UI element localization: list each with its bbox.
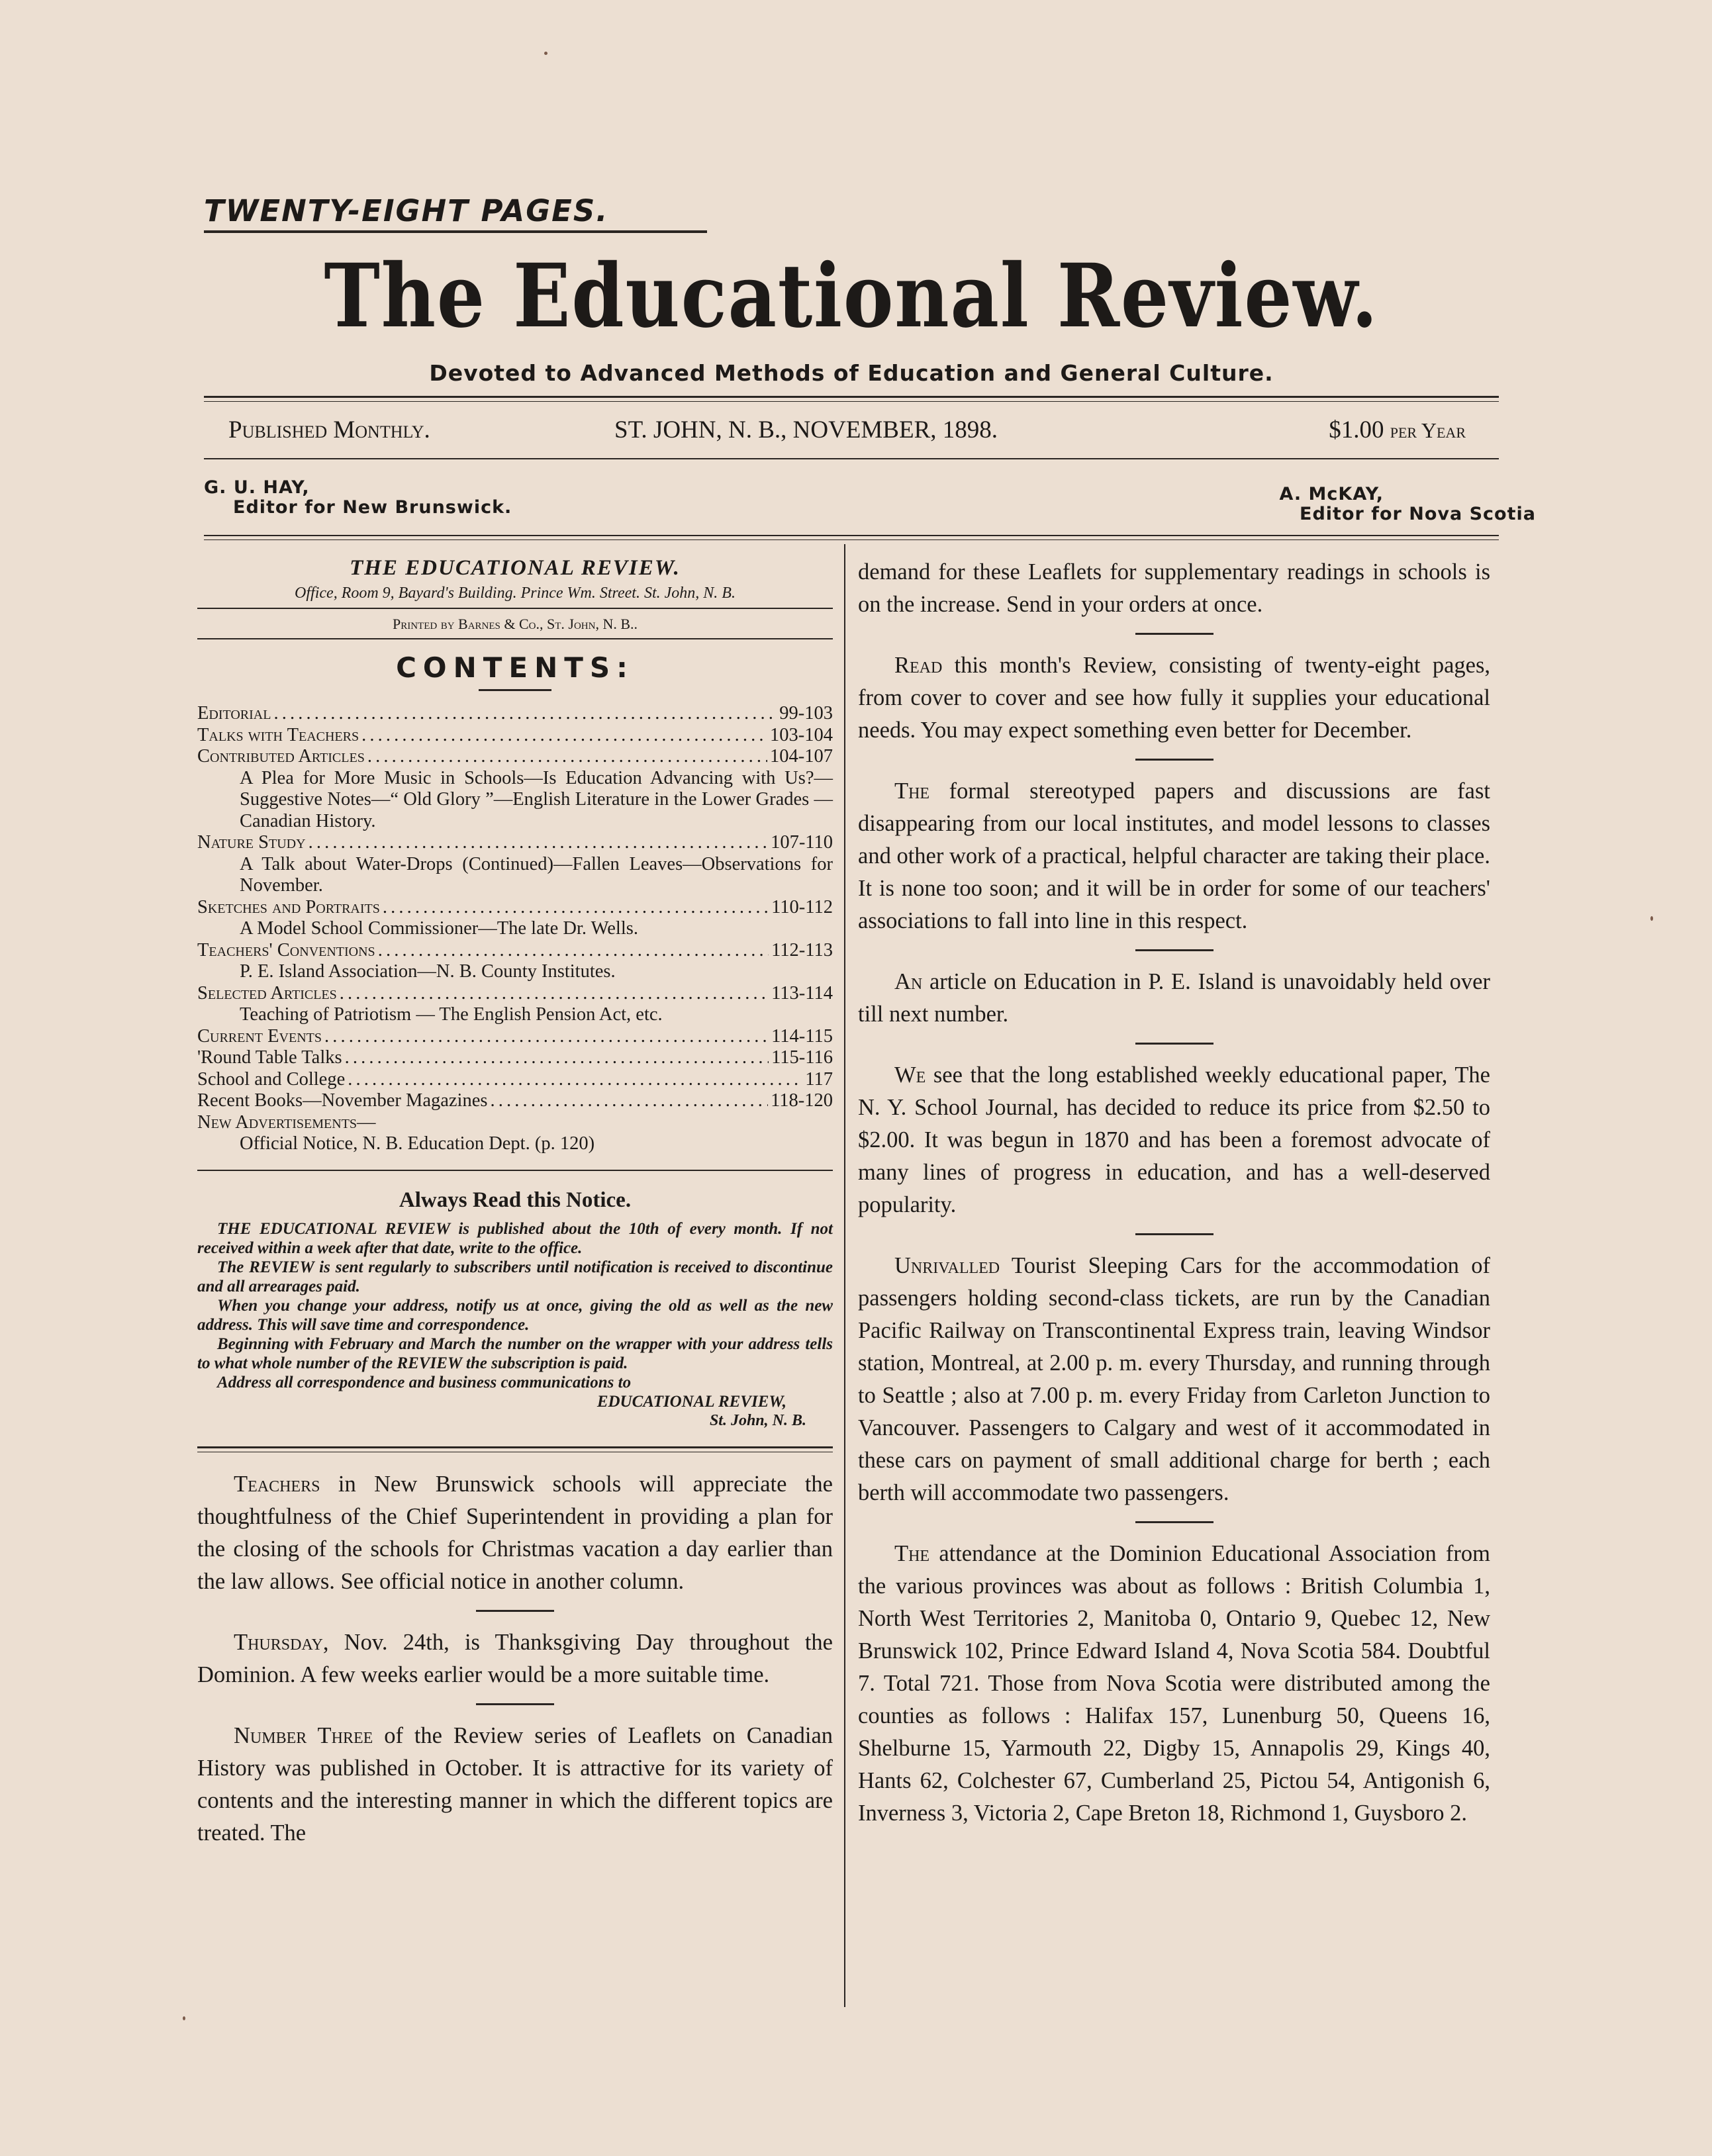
paragraph-text: in New Brunswick schools will appreciate the thoughtfulness of the Chief Superintendent in providing a plan for the closing of the schools for Christmas vacation a day earlier than the law allows. See official notice in another column.	[197, 1471, 833, 1594]
toc-entry	[197, 746, 833, 768]
paragraph-text: article on Education in P. E. Island is unavoidably held over till next number.	[858, 969, 1490, 1027]
page-speck	[1650, 916, 1653, 921]
toc-subitems: A Model School Commissioner—The late Dr. Wells.	[240, 918, 638, 939]
paragraph-text: attendance at the Dominion Educational Association from the various provinces was about as follows : British Columbia 1, North West Territories 2, Manitoba 0, Ontario 9, Quebec 12, New Brunswick 102, Prince Edward Island 4, Nova Scotia 584. Doubtful 7. Total 721. Those from Nova Scotia were distributed among the counties as follows : Halifax 157, Lunenburg 50, Queens 16, Shelburne 15, Yarmouth 22, Digby 15, Annapolis 29, Kings 40, Hants 62, Colchester 67, Cumberland 25, Pictou 54, Antigonish 6, Inverness 3, Victoria 2, Cape Breton 18, Richmond 1, Guysboro 2.	[858, 1541, 1490, 1826]
editor-right-role: Editor for Nova Scotia	[1300, 504, 1536, 524]
paragraph-text: of the Review series of Leaflets on Canadian History was published in October. It is attractive for its variety of contents and the interesting manner in which the different topics are treated. The	[197, 1722, 833, 1846]
toc-entry	[197, 703, 833, 725]
toc-leader-dots	[348, 1069, 802, 1091]
toc-entry	[197, 832, 833, 854]
paragraph-text: Nov. 24th, is Thanksgiving Day throughout the Dominion. A few weeks earlier would be a more suitable time.	[197, 1629, 833, 1687]
price-value: $1.00	[1329, 416, 1384, 444]
toc-entry-label: 'Round Table Talks	[197, 1047, 342, 1068]
toc-subitems: P. E. Island Association—N. B. County Institutes.	[240, 961, 616, 982]
contents-rule	[479, 689, 551, 691]
toc-entry-label: Teachers' Conventions	[197, 939, 375, 961]
toc-entry	[197, 1026, 833, 1048]
printed-rule	[197, 638, 833, 639]
tagline-underline	[204, 230, 707, 233]
toc-leader-dots	[378, 940, 769, 962]
review-title: THE EDUCATIONAL REVIEW.	[350, 556, 681, 580]
editor-left-role: Editor for New Brunswick.	[233, 497, 512, 518]
toc-subitems: Official Notice, N. B. Education Dept. (p. 120)	[240, 1133, 595, 1154]
paragraph-separator	[1135, 1521, 1213, 1523]
paragraph-pei	[858, 966, 1490, 1031]
toc-leader-dots	[309, 832, 769, 854]
paragraph-tourist-cars	[858, 1250, 1490, 1509]
paragraph-text: this month's Review, consisting of twenty-eight pages, from cover to cover and see how fully it supplies your educational needs. You may expect something even better for December.	[858, 653, 1490, 743]
paragraph-attendance	[858, 1538, 1490, 1830]
toc-entry	[197, 1069, 833, 1091]
editor-right-name: A. McKAY,	[1279, 484, 1384, 504]
header-rule-bottom	[204, 458, 1499, 459]
paragraph-separator	[476, 1610, 554, 1612]
paragraph-journal	[858, 1059, 1490, 1221]
toc-entry	[197, 725, 833, 747]
tagline: TWENTY-EIGHT PAGES.	[204, 193, 609, 228]
place-date: ST. JOHN, N. B., NOVEMBER, 1898.	[614, 416, 998, 444]
toc-entry	[197, 1090, 833, 1112]
table-of-contents	[197, 703, 833, 1155]
toc-entry-pages: 107-110	[771, 832, 833, 853]
page-speck	[183, 2016, 185, 2020]
paragraph-institutes	[858, 775, 1490, 937]
paragraph-lead: Unrivalled	[894, 1253, 1000, 1278]
toc-entry-pages: 117	[805, 1068, 833, 1090]
column-divider	[844, 544, 845, 2007]
masthead-title: The Educational Review.	[324, 245, 1379, 348]
toc-entry-pages: 103-104	[770, 724, 833, 745]
paragraph-lead: An	[894, 969, 923, 994]
page-speck	[544, 52, 547, 55]
toc-leader-dots	[490, 1090, 768, 1112]
contents-title: CONTENTS:	[396, 651, 634, 684]
toc-leader-dots	[345, 1047, 769, 1069]
editor-left-name: G. U. HAY,	[204, 477, 310, 498]
toc-entry-label: Nature Study	[197, 832, 306, 853]
notice-address-city: St. John, N. B.	[709, 1411, 806, 1429]
notice-paragraph: THE EDUCATIONAL REVIEW is published about the 10th of every month. If not received within a week after that date, write to the office.	[197, 1219, 833, 1257]
toc-entry-label: Current Events	[197, 1025, 322, 1047]
toc-subitems: A Talk about Water-Drops (Continued)—Fallen Leaves—Observations for November.	[240, 853, 833, 896]
toc-entry	[197, 1112, 833, 1134]
toc-entry-pages: 118-120	[771, 1090, 833, 1111]
toc-entry-label: Editorial	[197, 703, 271, 724]
paragraph-text: formal stereotyped papers and discussions are fast disappearing from our local institutes, and model lessons to classes and other work of a practical, helpful character are taking their place. It is none too soon; and it will be in order for some of our teachers' associations to fall into line in this respect.	[858, 778, 1490, 933]
masthead-subtitle: Devoted to Advanced Methods of Education and General Culture.	[429, 360, 1274, 386]
notice-paragraph: Beginning with February and March the number on the wrapper with your address tells to what whole number of the REVIEW the subscription is paid.	[197, 1335, 833, 1372]
toc-entry	[197, 940, 833, 962]
toc-entry-pages: 115-116	[771, 1047, 833, 1068]
toc-entry-label: Contributed Articles	[197, 746, 365, 767]
toc-entry	[197, 983, 833, 1005]
toc-entry-pages: 113-114	[771, 982, 833, 1004]
header-rule-top	[204, 396, 1499, 398]
toc-entry-label: New Advertisements—	[197, 1111, 376, 1133]
toc-leader-dots	[383, 897, 769, 919]
notice-block	[197, 1219, 833, 1430]
paragraph-separator	[1135, 949, 1213, 951]
right-column	[858, 556, 1490, 1830]
paragraph-lead: Thursday,	[234, 1629, 329, 1655]
toc-leader-dots	[361, 725, 767, 747]
price-unit: per Year	[1390, 418, 1466, 442]
notice-title: Always Read this Notice.	[399, 1188, 632, 1212]
toc-leader-dots	[273, 703, 777, 725]
notice-paragraph: The REVIEW is sent regularly to subscribers until notification is received to discontinue and all arrearages paid.	[197, 1258, 833, 1295]
toc-entry-label: Talks with Teachers	[197, 724, 359, 745]
toc-entry-pages: 104-107	[770, 746, 833, 767]
left-column	[197, 556, 833, 1850]
toc-entry-label: Selected Articles	[197, 982, 337, 1004]
toc-subitems: Teaching of Patriotism — The English Pension Act, etc.	[240, 1004, 663, 1025]
paragraph-separator	[1135, 759, 1213, 761]
paragraph-text: Tourist Sleeping Cars for the accommodation of passengers holding second-class tickets, are run by the Canadian Pacific Railway on Transcontinental Express train, leaving Windsor station, Montreal, at 2.00 p. m. every Thursday, and running through to Seattle ; also at 7.00 p. m. every Friday from Carleton Junction to Vancouver. Passengers to Calgary and west of it accommodated in these cars on payment of small additional charge for berth ; each berth will accommodate two passengers.	[858, 1253, 1490, 1505]
editor-new-brunswick	[204, 478, 512, 518]
header-rule-top-2	[204, 401, 1499, 402]
subscription-price	[1329, 416, 1466, 444]
paragraph-thanksgiving	[197, 1626, 833, 1691]
paragraph-continuation: demand for these Leaflets for supplementary readings in schools is on the increase. Send in your orders at once.	[858, 559, 1490, 617]
toc-entry-label: Sketches and Portraits	[197, 896, 380, 917]
toc-leader-dots	[340, 983, 769, 1005]
paragraph-lead: Teachers	[234, 1471, 320, 1497]
toc-entry-pages: 114-115	[771, 1025, 833, 1047]
toc-entry-pages: 99-103	[779, 703, 833, 724]
toc-entry-pages: 110-112	[771, 896, 833, 917]
toc-leader-dots	[324, 1026, 769, 1048]
paragraph-lead: Number Three	[234, 1722, 373, 1748]
notice-paragraph: Address all correspondence and business communications to	[217, 1373, 632, 1391]
paragraph-lead: Read	[894, 653, 943, 678]
paragraph-separator	[476, 1703, 554, 1705]
paragraph-lead: The	[894, 1541, 930, 1566]
toc-subitems: A Plea for More Music in Schools—Is Education Advancing with Us?—Suggestive Notes—“ Old Glory ”—English Literature in the Lower Grades — Canadian History.	[240, 767, 833, 831]
toc-entry-pages: 112-113	[771, 939, 833, 961]
editor-nova-scotia	[1280, 485, 1537, 524]
notice-paragraph: When you change your address, notify us at once, giving the old as well as the new address. This will save time and correspondence.	[197, 1296, 833, 1334]
paragraph-separator	[1135, 1233, 1213, 1235]
toc-entry	[197, 897, 833, 919]
toc-leader-dots	[367, 746, 767, 768]
printed-by: Printed by Barnes & Co., St. John, N. B..	[392, 616, 638, 632]
paragraph-separator	[1135, 633, 1213, 635]
toc-entry	[197, 1047, 833, 1069]
body-rule-top	[204, 535, 1499, 536]
paragraph-lead: The	[894, 778, 930, 804]
toc-entry-label: School and College	[197, 1068, 346, 1090]
published-monthly: Published Monthly.	[228, 416, 430, 444]
paragraph-teachers	[197, 1468, 833, 1598]
paragraph-leaflets	[197, 1720, 833, 1850]
body-rule-top-2	[204, 539, 1499, 540]
paragraph-separator	[1135, 1043, 1213, 1045]
office-address: Office, Room 9, Bayard's Building. Prince Wm. Street. St. John, N. B.	[295, 585, 736, 602]
paragraph-read	[858, 649, 1490, 747]
notice-rule	[197, 1446, 833, 1448]
toc-end-rule	[197, 1170, 833, 1171]
notice-address-name: EDUCATIONAL REVIEW,	[596, 1392, 786, 1411]
toc-entry-label: Recent Books—November Magazines	[197, 1090, 488, 1111]
paragraph-text: see that the long established weekly educational paper, The N. Y. School Journal, has decided to reduce its price from $2.50 to $2.00. It was begun in 1870 and has been a foremost advocate of many lines of progress in education, and has a well-deserved popularity.	[858, 1062, 1490, 1217]
paragraph-lead: We	[894, 1062, 926, 1088]
office-rule	[197, 608, 833, 609]
